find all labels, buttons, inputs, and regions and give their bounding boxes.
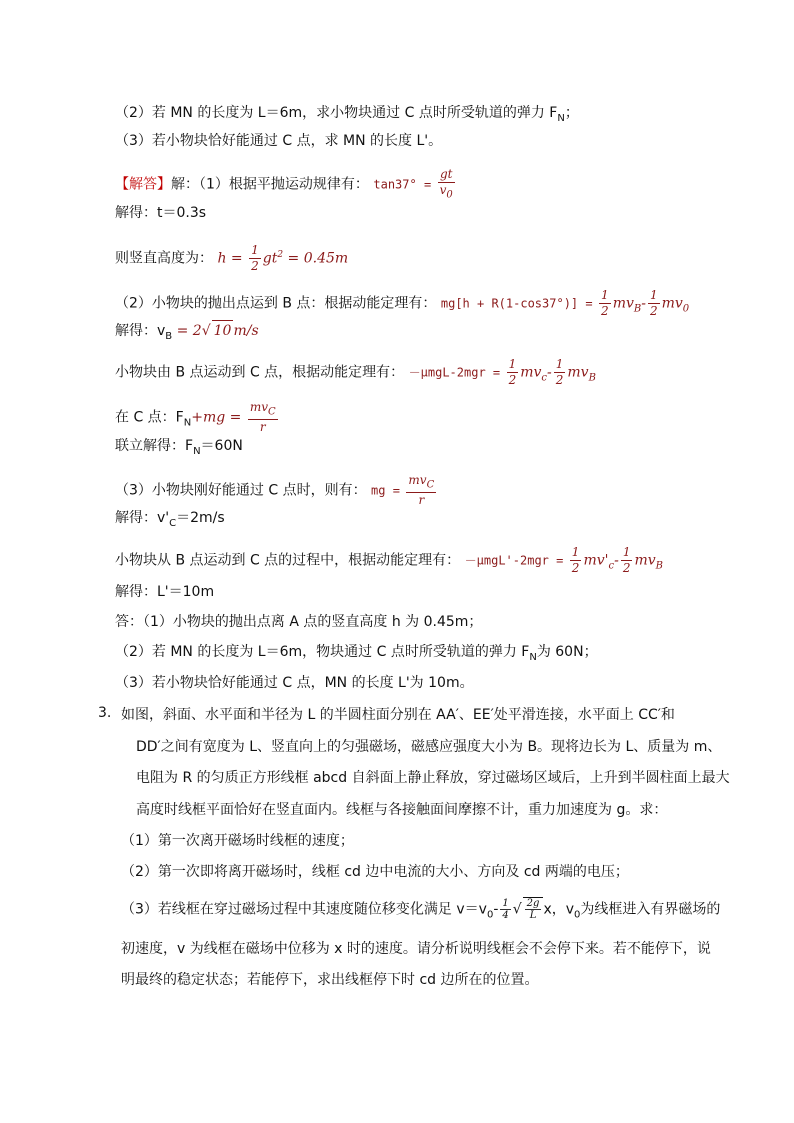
answer-1: 答：（1）小物块的抛出点离 A 点的竖直高度 h 为 0.45m； <box>115 614 483 630</box>
part3-eq: （3）小物块刚好能通过 C 点时，则有： mg = $\frac{mv_C}{r}$ <box>115 473 435 508</box>
problem3-q3: （3）若线框在穿过磁场过程中其速度随位移变化满足 $v=v_0-$ $\frac{1}{4}$ √ $\frac{2g}{L}$ x，$v_0$为线框进入有界磁场的 <box>121 898 721 921</box>
bc-energy: 小物块由 B 点运动到 C 点，根据动能定理有： －μmgL-2mgr = $\frac{1}{2}$ $mv_c-$ $\frac{1}{2}$ $mv_B$ <box>115 357 596 387</box>
bc2-energy: 小物块从 B 点运动到 C 点的过程中，根据动能定理有： －μmgL'-2mgr = $\frac{1}{2}$ $mv'_c-$ $\frac{1}{2}$ $mv_B$ <box>115 545 664 575</box>
height-line: 则竖直高度为： h = $\frac{1}{2}$ $gt^2 = 0.45m$ <box>115 243 349 273</box>
answer-2: （2）若 MN 的长度为 L＝6m，物块通过 C 点时所受轨道的弹力 $F_N$为 60N； <box>115 644 598 663</box>
problem3-q1: （1）第一次离开磁场时线框的速度； <box>121 833 354 849</box>
problem3-line2: DD′之间有宽度为 L、竖直向上的匀强磁场，磁感应强度大小为 B。现将边长为 L、质量为 m、 <box>136 739 722 755</box>
c-point-eq: 在 C 点：$F_N+mg$ = $\frac{mv_C}{r}$ <box>115 400 276 435</box>
sub-question-2: （2）若 MN 的长度为 L＝6m，求小物块通过 C 点时所受轨道的弹力 $F_N$； <box>115 105 579 124</box>
tan-fraction: $\frac{gt}{v_0}$ <box>439 167 453 201</box>
part2-energy: （2）小物块的抛出点运到 B 点：根据动能定理有： mg[h + R(1-cos37°)] = $\frac{1}{2}$ $mv_B-$ $\frac{1}{2}$ $mv_0$ <box>115 288 690 318</box>
l-result: 解得：L'＝10m <box>115 584 215 600</box>
problem3-line1: 如图，斜面、水平面和半径为 L 的半圆柱面分别在 AA′、EE′处平滑连接，水平面上 CC′和 <box>121 707 675 723</box>
fn-result: 联立解得：$F_N=60N$ <box>115 438 243 457</box>
result-t: 解得：t＝0.3s <box>115 205 207 221</box>
problem3-line6: 初速度，v 为线框在磁场中位移为 x 时的速度。请分析说明线框会不会停下来。若不能停下，说 <box>121 941 711 957</box>
vc-result: 解得：$v'_C=2m/s$ <box>115 510 225 529</box>
answer-3: （3）若小物块恰好能通过 C 点，MN 的长度 L'为 10m。 <box>115 675 474 691</box>
problem3-q2: （2）第一次即将离开磁场时，线框 cd 边中电流的大小、方向及 cd 两端的电压； <box>121 864 629 880</box>
solution-tag: 【解答】 <box>115 176 171 193</box>
problem3-line3: 电阻为 R 的匀质正方形线框 abcd 自斜面上静止释放，穿过磁场区域后，上升到半圆柱面上最大 <box>136 770 730 786</box>
sub-question-3: （3）若小物块恰好能通过 C 点，求 MN 的长度 L'。 <box>115 133 443 149</box>
solution-intro: 【解答】解：（1）根据平抛运动规律有： tan37° = $\frac{gt}{v_0}$ <box>115 167 453 201</box>
problem3-line7: 明最终的稳定状态；若能停下，求出线框停下时 cd 边所在的位置。 <box>121 972 539 988</box>
vb-result: 解得：$v_B = 2√$ 10 m/s <box>115 320 259 347</box>
problem-number: 3. <box>98 705 112 721</box>
problem3-line4: 高度时线框平面恰好在竖直面内。线框与各接触面间摩擦不计，重力加速度为 g。求： <box>136 802 668 818</box>
